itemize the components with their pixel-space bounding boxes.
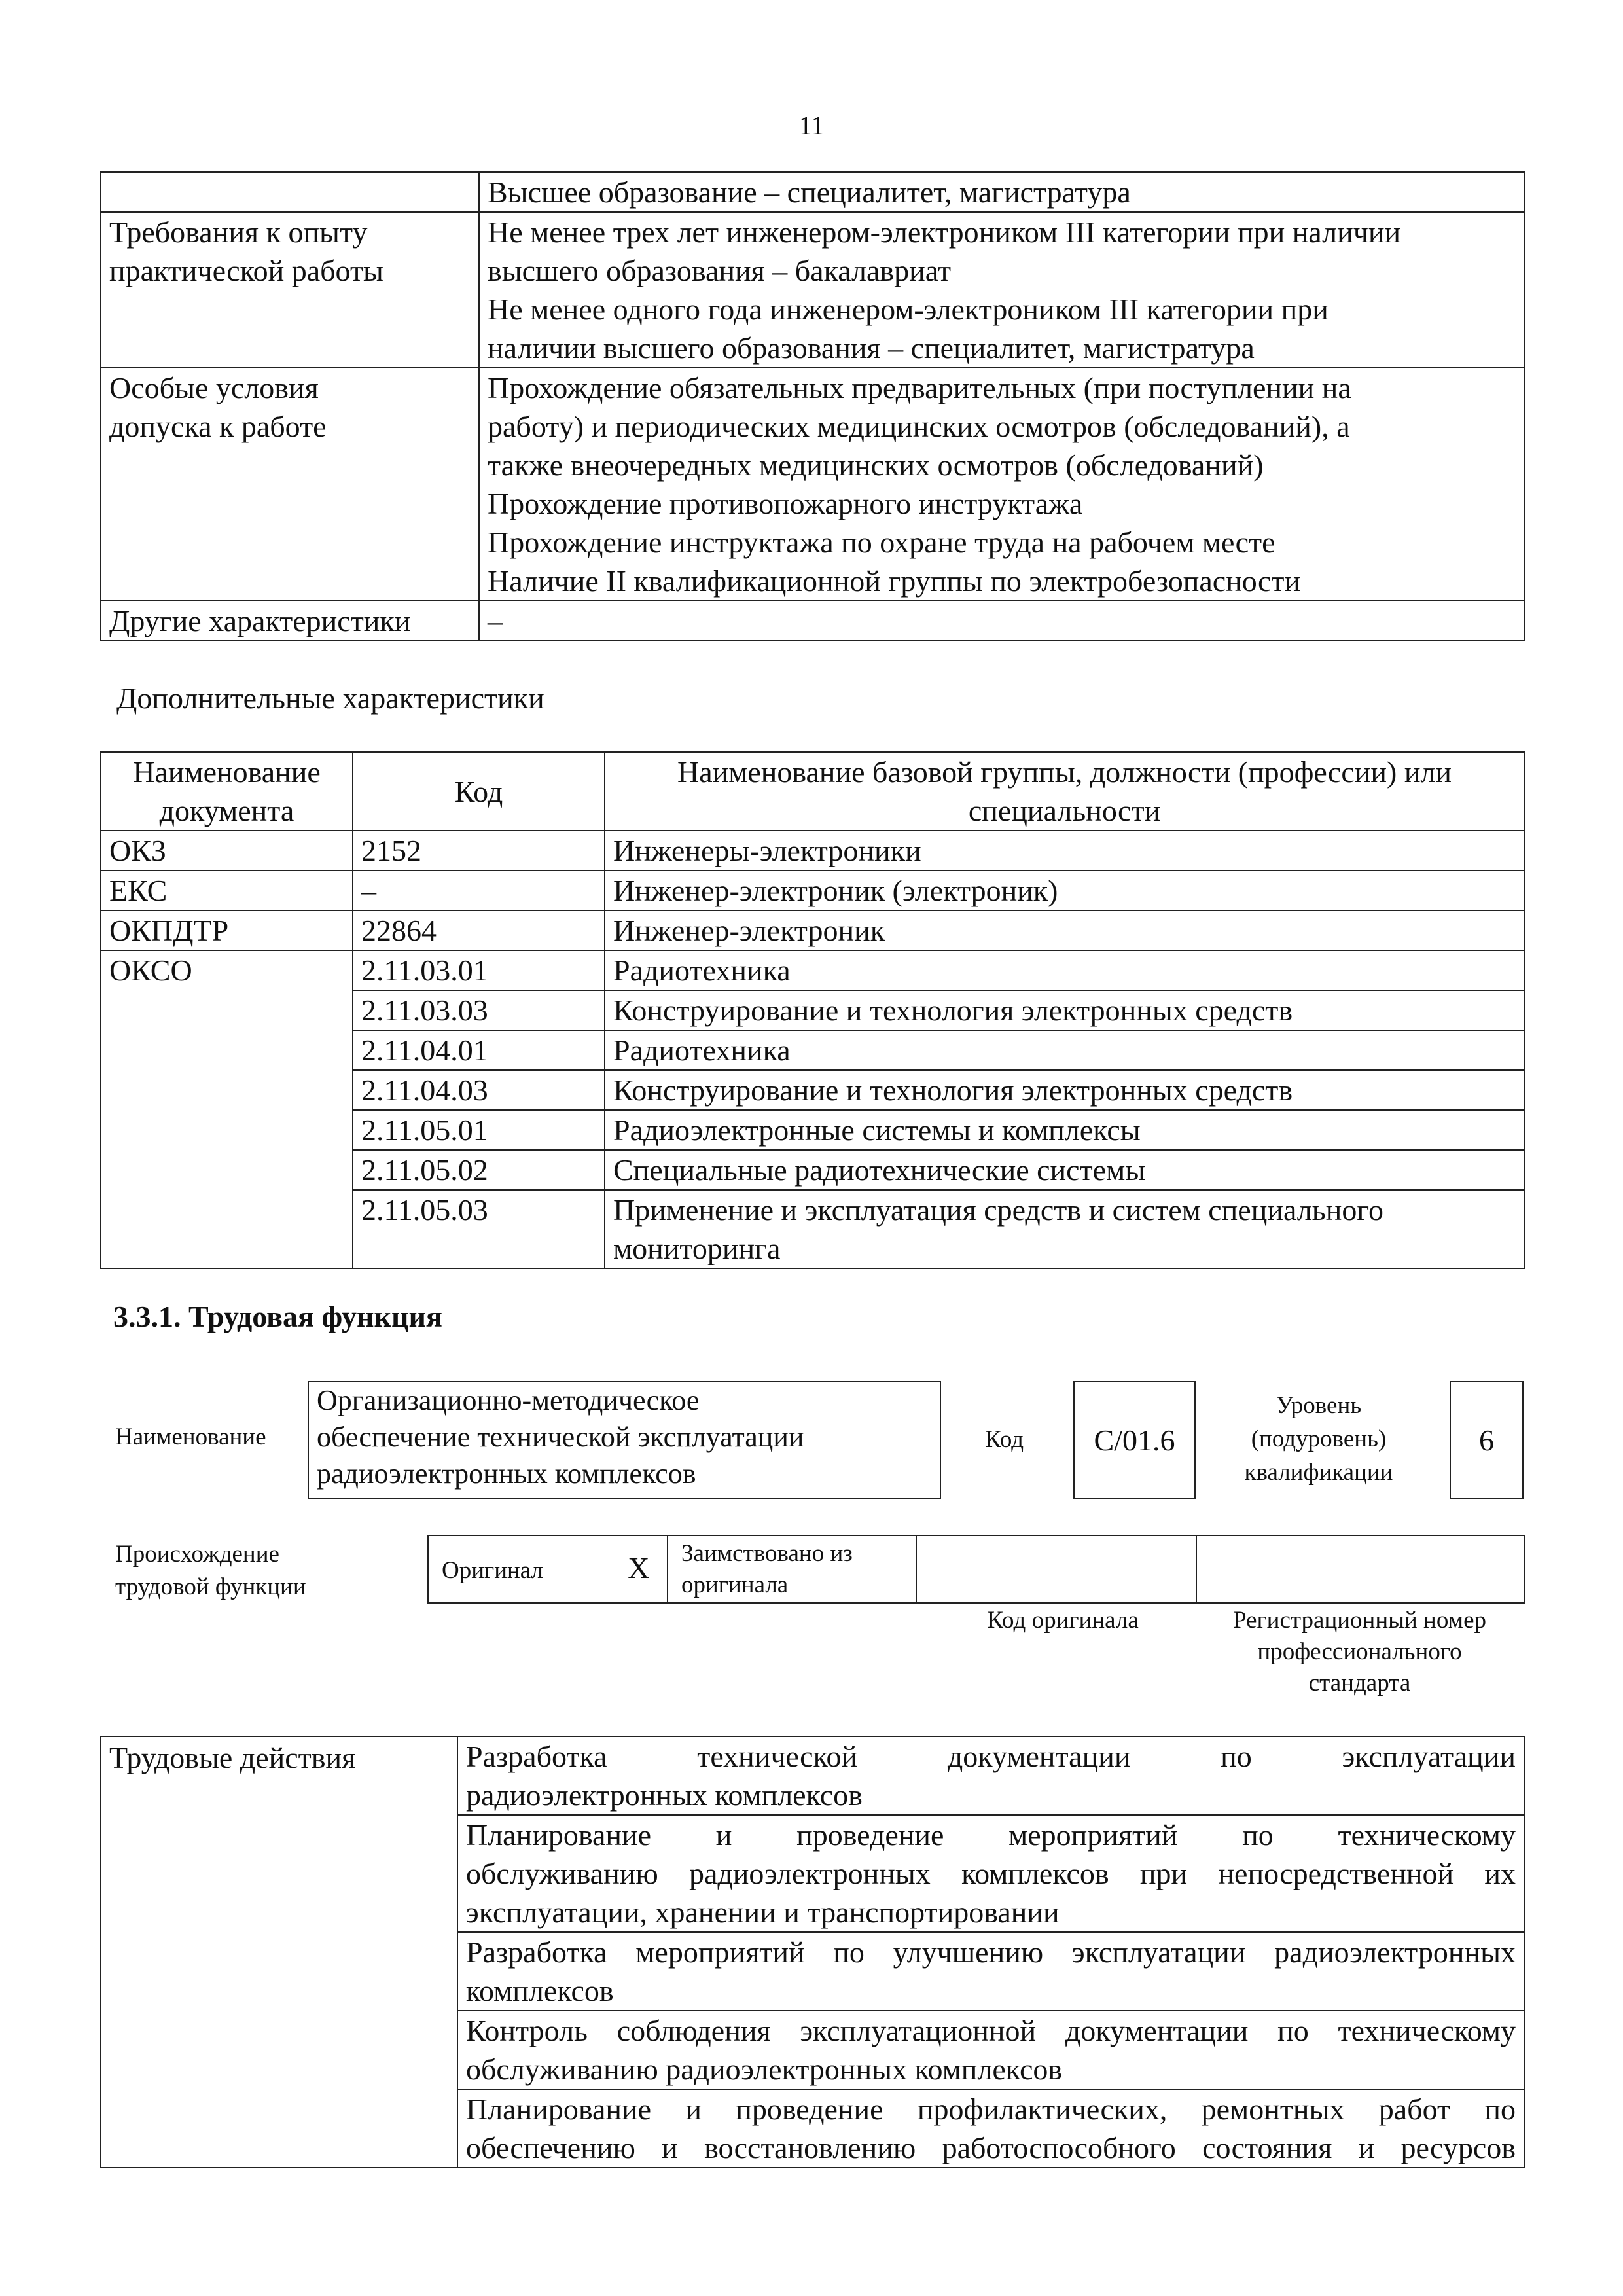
original-cell: Оригинал X xyxy=(428,1535,668,1603)
text-line: Инженер-электроник (электроник) xyxy=(613,874,1058,907)
doc-cell: ОКЗ xyxy=(101,831,353,870)
text-line: Радиоэлектронные системы и комплексы xyxy=(613,1113,1141,1147)
additional-row xyxy=(101,870,1524,910)
text-line: Инженеры-электроники xyxy=(613,834,921,867)
additional-row xyxy=(101,910,1524,950)
requirements-row xyxy=(101,601,1524,641)
original-code-caption: Код оригинала xyxy=(987,1607,1139,1634)
header-name: Наименование базовой группы, должности (профессии) или специальности xyxy=(605,752,1524,831)
code-cell: – xyxy=(353,870,605,910)
text-line: – xyxy=(488,604,503,637)
text-line: Наличие II квалификационной группы по электробезопасности xyxy=(488,564,1301,598)
name-cell xyxy=(605,1190,1524,1268)
text-line: работу) и периодических медицинских осмотров (обследований), а xyxy=(488,410,1350,443)
code-cell: 2.11.03.01 xyxy=(353,950,605,990)
requirements-table xyxy=(100,171,1525,641)
requirements-label xyxy=(101,172,479,212)
name-cell xyxy=(605,950,1524,990)
requirements-label xyxy=(101,368,479,601)
code-cell: 2.11.05.03 xyxy=(353,1190,605,1268)
text-line: Специальные радиотехнические системы xyxy=(613,1153,1146,1187)
action-item xyxy=(457,1815,1524,1932)
text-line: обеспечению и восстановлению работоспособного состояния и ресурсов xyxy=(466,2131,1516,2164)
actions-table xyxy=(100,1736,1525,2168)
text-line: Не менее одного года инженером-электроником III категории при xyxy=(488,293,1329,326)
text-line: Применение и эксплуатация средств и систем специального xyxy=(613,1193,1384,1227)
header-doc: Наименование документа xyxy=(101,752,353,831)
code-cell: 22864 xyxy=(353,910,605,950)
code-value-box: С/01.6 xyxy=(1073,1381,1196,1499)
borrowed-cell: Заимствовано из оригинала xyxy=(668,1535,916,1603)
text-line: мониторинга xyxy=(613,1232,781,1265)
name-cell xyxy=(605,1030,1524,1070)
text-line: Конструирование и технология электронных средств xyxy=(613,1073,1293,1107)
action-row xyxy=(101,1736,1524,1815)
origin-label: Происхождение трудовой функции xyxy=(115,1541,306,1600)
text-line: высшего образования – бакалавриат xyxy=(488,254,952,287)
requirements-label xyxy=(101,212,479,368)
reg-number-caption: Регистрационный номер профессионального стандарта xyxy=(1232,1607,1486,1696)
text-line: Другие характеристики xyxy=(109,604,411,637)
name-cell xyxy=(605,910,1524,950)
name-cell xyxy=(605,990,1524,1030)
doc-cell: ОКПДТР xyxy=(101,910,353,950)
text-line: Прохождение инструктажа по охране труда на рабочем месте xyxy=(488,526,1275,559)
additional-row xyxy=(101,831,1524,870)
text-line: Требования к опыту xyxy=(109,215,368,249)
requirements-content xyxy=(479,601,1524,641)
requirements-row xyxy=(101,368,1524,601)
page-number: 11 xyxy=(798,111,825,140)
doc-cell: ОКСО xyxy=(101,950,353,1268)
requirements-content xyxy=(479,172,1524,212)
text-line: Особые условия xyxy=(109,371,319,404)
requirements-row xyxy=(101,212,1524,368)
header-code: Код xyxy=(353,752,605,831)
requirements-row xyxy=(101,172,1524,212)
text-line: практической работы xyxy=(109,254,383,287)
additional-heading: Дополнительные характеристики xyxy=(116,681,544,715)
requirements-label xyxy=(101,601,479,641)
text-line: Разработка технической документации по эксплуатации xyxy=(466,1740,1516,1773)
requirements-content xyxy=(479,368,1524,601)
text-line: также внеочередных медицинских осмотров (обследований) xyxy=(488,448,1264,482)
section-title: 3.3.1. Трудовая функция xyxy=(113,1300,442,1333)
origin-table xyxy=(427,1535,1525,1604)
text-line: Высшее образование – специалитет, магистратура xyxy=(488,175,1131,209)
text-line: Радиотехника xyxy=(613,954,791,987)
name-cell xyxy=(605,1110,1524,1150)
action-item xyxy=(457,1736,1524,1815)
name-label: Наименование xyxy=(115,1424,266,1450)
code-cell: 2.11.04.01 xyxy=(353,1030,605,1070)
additional-row xyxy=(101,950,1524,990)
text-line: Прохождение противопожарного инструктажа xyxy=(488,487,1083,520)
additional-table xyxy=(100,751,1525,1269)
function-name-box: Организационно-методическое обеспечение технической эксплуатации радиоэлектронных комплексов xyxy=(308,1381,941,1499)
code-cell: 2.11.03.03 xyxy=(353,990,605,1030)
text-line: Прохождение обязательных предварительных (при поступлении на xyxy=(488,371,1351,404)
text-line: Планирование и проведение мероприятий по техническому xyxy=(466,1818,1516,1852)
reg-number-cell xyxy=(1196,1535,1524,1603)
action-item xyxy=(457,1932,1524,2011)
original-code-cell xyxy=(916,1535,1196,1603)
level-label: Уровень (подуровень) квалификации xyxy=(1244,1392,1393,1486)
text-line: Разработка мероприятий по улучшению эксплуатации радиоэлектронных xyxy=(466,1935,1516,1969)
text-line: Инженер-электроник xyxy=(613,914,885,947)
text-line: Радиотехника xyxy=(613,1033,791,1067)
text-line: обслуживанию радиоэлектронных комплексов xyxy=(466,2053,1063,2086)
additional-header-row xyxy=(101,752,1524,831)
text-line: Конструирование и технология электронных средств xyxy=(613,994,1293,1027)
text-line: Планирование и проведение профилактических, ремонтных работ по xyxy=(466,2092,1516,2126)
code-cell: 2152 xyxy=(353,831,605,870)
action-item xyxy=(457,2011,1524,2089)
requirements-content xyxy=(479,212,1524,368)
text-line: радиоэлектронных комплексов xyxy=(466,1778,863,1812)
code-cell: 2.11.05.02 xyxy=(353,1150,605,1190)
action-item xyxy=(457,2089,1524,2168)
text-line: обслуживанию радиоэлектронных комплексов при непосредственной их xyxy=(466,1857,1516,1890)
code-cell: 2.11.04.03 xyxy=(353,1070,605,1110)
text-line: допуска к работе xyxy=(109,410,327,443)
name-cell xyxy=(605,870,1524,910)
text-line: эксплуатации, хранении и транспортировании xyxy=(466,1895,1060,1929)
text-line: Контроль соблюдения эксплуатационной документации по техническому xyxy=(466,2014,1516,2047)
level-value-box: 6 xyxy=(1450,1381,1524,1499)
name-cell xyxy=(605,1150,1524,1190)
text-line: комплексов xyxy=(466,1974,614,2007)
actions-label: Трудовые действия xyxy=(101,1736,457,2168)
name-cell xyxy=(605,1070,1524,1110)
text-line: наличии высшего образования – специалитет, магистратура xyxy=(488,331,1255,365)
doc-cell: ЕКС xyxy=(101,870,353,910)
code-cell: 2.11.05.01 xyxy=(353,1110,605,1150)
name-cell xyxy=(605,831,1524,870)
code-label: Код xyxy=(985,1426,1024,1453)
text-line: Не менее трех лет инженером-электроником III категории при наличии xyxy=(488,215,1401,249)
